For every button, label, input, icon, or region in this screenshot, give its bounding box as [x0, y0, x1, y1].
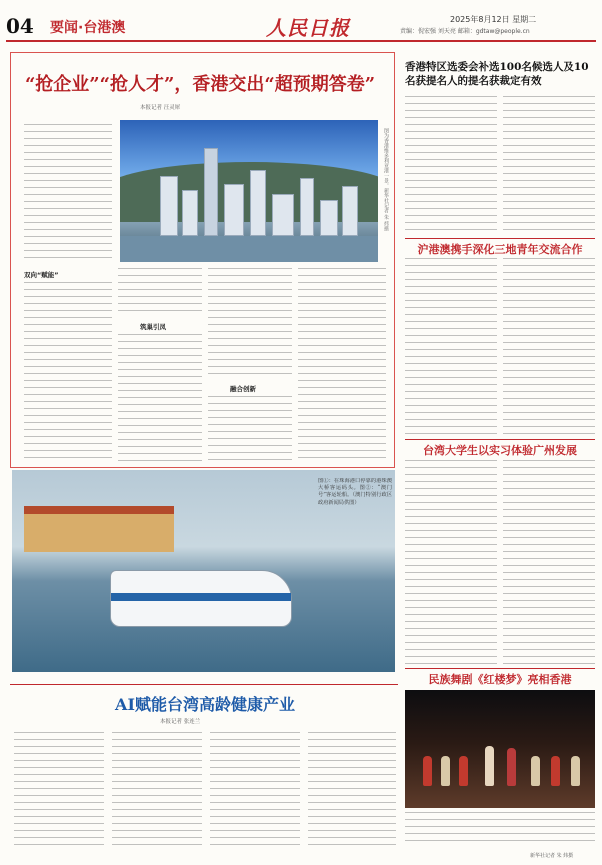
- article2-col-2: [503, 258, 595, 438]
- subhead-3: 融合创新: [230, 385, 256, 393]
- article-taiwan-students-title[interactable]: 台湾大学生以实习体验广州发展: [423, 444, 577, 457]
- dance-drama-photo: [405, 690, 595, 808]
- subhead-2: 筑巢引凤: [140, 323, 166, 331]
- feature-col-3b: [208, 396, 292, 462]
- photo-building: [160, 176, 178, 236]
- header-rule: [6, 40, 596, 42]
- spacer: [398, 470, 400, 471]
- ferry-ship: [110, 570, 292, 627]
- ai-byline: 本报记者 张连兰: [160, 719, 201, 725]
- article-youth-exchange-title[interactable]: 沪港澳携手深化三地青年交流合作: [417, 243, 583, 256]
- dancer: [551, 756, 560, 786]
- photo-building: [320, 200, 338, 236]
- article2-col-1: [405, 258, 497, 438]
- ai-col-3: [210, 732, 300, 850]
- dancer: [531, 756, 540, 786]
- ship-stripe: [111, 593, 291, 601]
- feature-col-1: [24, 282, 112, 462]
- divider: [405, 238, 595, 239]
- article3-col-1: [405, 460, 497, 666]
- photo-credit: 新华社记者 朱 炜摄: [530, 853, 574, 859]
- dance-photo-caption: [405, 812, 595, 842]
- article-dance-drama-title[interactable]: 民族舞剧《红楼梦》亮相香港: [428, 673, 572, 686]
- feature-col-4: [298, 268, 386, 462]
- photo-building: [204, 148, 218, 236]
- feature-col-3a: [208, 268, 292, 378]
- photo-building: [224, 184, 244, 236]
- photo-building: [272, 194, 294, 236]
- page-number: 04: [6, 14, 34, 38]
- section-name: 要闻·台港澳: [50, 20, 126, 36]
- feature-byline: 本报记者 汪灵犀: [140, 105, 181, 111]
- feature-col-2a: [118, 268, 202, 316]
- photo-building: [250, 170, 266, 236]
- article1-col-1: [405, 96, 497, 236]
- newspaper-logo: 人民日报: [266, 16, 350, 40]
- photo-hill: [120, 162, 378, 222]
- article3-col-2: [503, 460, 595, 666]
- ferry-caption: 图①：在珠海港口停靠的港珠澳大桥客运码头。图②：“澳门号”客运轮船。（澳门特别行政区政府新闻局供图）: [318, 478, 392, 506]
- divider: [405, 668, 595, 669]
- ai-col-4: [308, 732, 396, 850]
- article-hk-election-title[interactable]: 香港特区选委会补选100名候选人及10名获提名人的提名获裁定有效: [405, 61, 589, 87]
- ferry-terminal: [24, 506, 174, 552]
- photo-building: [342, 186, 358, 236]
- editor-meta: 责编：倪宏强 刘天亮 邮箱：gdtaw@people.cn: [400, 28, 530, 35]
- feature-title[interactable]: “抢企业”“抢人才”，香港交出“超预期答卷”: [24, 74, 376, 95]
- feature-col-2b: [118, 334, 202, 462]
- dancer: [459, 756, 468, 786]
- dancer: [485, 746, 494, 786]
- dancer: [441, 756, 450, 786]
- photo-building: [182, 190, 198, 236]
- ai-col-1: [14, 732, 104, 850]
- dancer: [423, 756, 432, 786]
- photo-building: [300, 178, 314, 236]
- divider: [10, 684, 398, 685]
- dancer: [571, 756, 580, 786]
- feature-photo-caption: 图为香港维多利亚港一景。新华社记者 朱 炜摄: [383, 128, 389, 232]
- subhead-1: 双向“赋能”: [24, 271, 59, 279]
- article1-col-2: [503, 96, 595, 236]
- divider: [405, 439, 595, 440]
- ai-col-2: [112, 732, 202, 850]
- hong-kong-skyline-photo: [120, 120, 378, 262]
- dancer: [507, 748, 516, 786]
- issue-date: 2025年8月12日 星期二: [450, 15, 537, 24]
- photo-water: [120, 236, 378, 262]
- feature-lead-text: [24, 124, 112, 262]
- article-ai-health-title[interactable]: AI赋能台湾高龄健康产业: [115, 695, 295, 714]
